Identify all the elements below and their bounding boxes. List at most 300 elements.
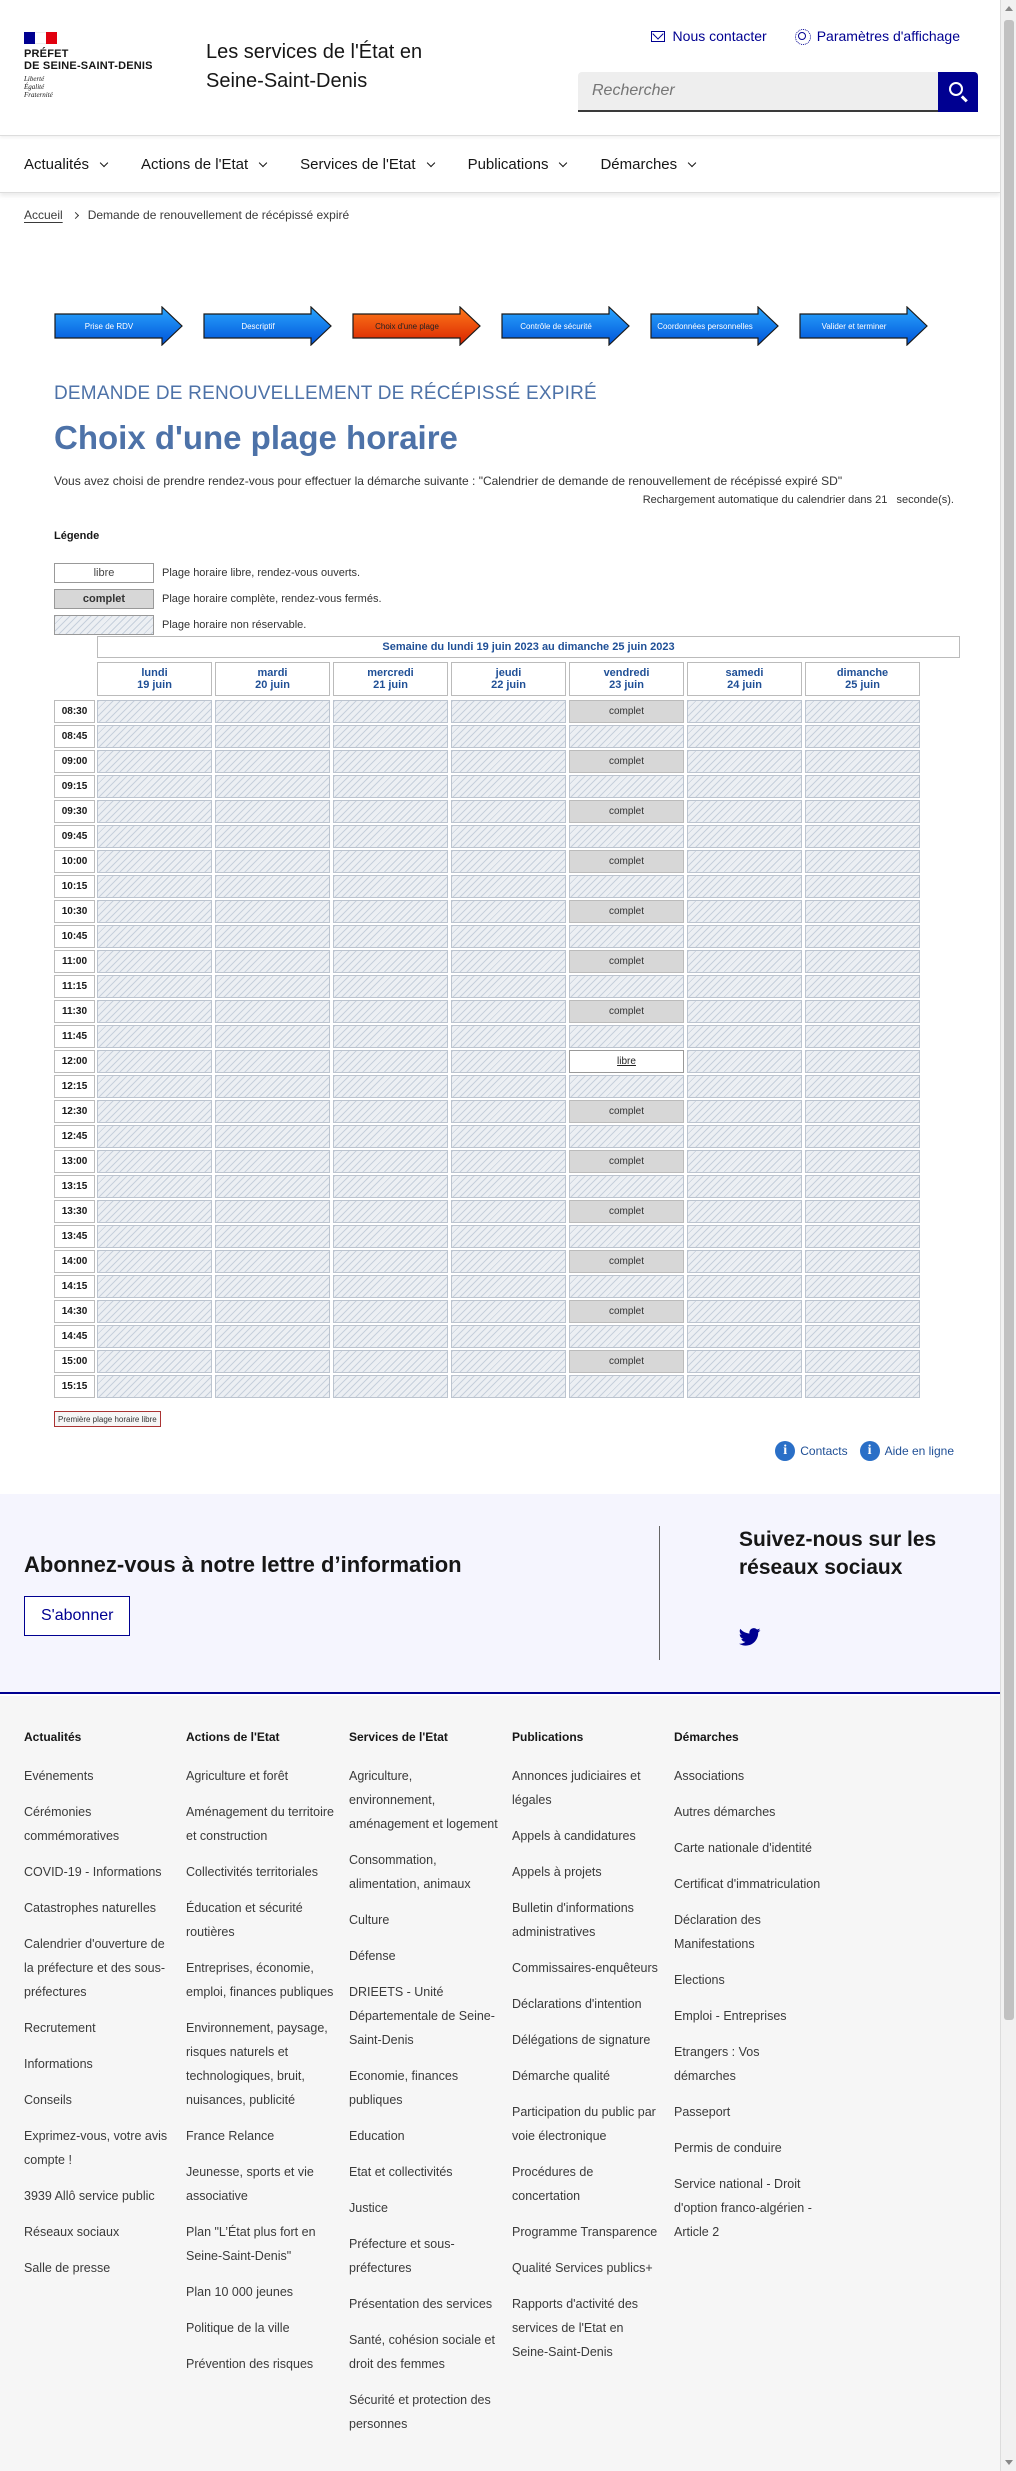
unavailable-slot: [333, 1200, 448, 1223]
unavailable-slot: [97, 1300, 212, 1323]
unavailable-slot: [451, 850, 566, 873]
full-slot: complet: [569, 900, 684, 923]
unavailable-slot: [97, 1025, 212, 1048]
time-label: 08:30: [54, 700, 95, 723]
reload-before: Rechargement automatique du calendrier dans: [642, 494, 873, 506]
legend-free: [54, 562, 382, 584]
subscribe-button[interactable]: S'abonner: [24, 1596, 130, 1636]
footer-link[interactable]: Aménagement du territoire et construction: [186, 1805, 334, 1843]
unavailable-slot: [215, 750, 330, 773]
unavailable-slot: [215, 1375, 330, 1398]
unavailable-slot: [805, 1350, 920, 1373]
unavailable-slot: [687, 750, 802, 773]
unavailable-slot: [333, 1025, 448, 1048]
day-header: [451, 662, 566, 696]
unavailable-slot: [333, 1225, 448, 1248]
motto-line-1: Liberté: [24, 75, 45, 83]
day-name: lundi: [141, 667, 168, 679]
footer-link[interactable]: Rapports d'activité des services de l'Etat en Seine-Saint-Denis: [512, 2297, 639, 2359]
full-slot: complet: [569, 1150, 684, 1173]
unavailable-slot: [451, 1100, 566, 1123]
time-label: 10:45: [54, 925, 95, 948]
step-label: Descriptif: [241, 321, 275, 331]
footer-link[interactable]: Programme Transparence: [512, 2225, 658, 2239]
unavailable-slot: [569, 875, 684, 898]
footer-link-list: [24, 1764, 174, 2280]
unavailable-slot: [569, 1325, 684, 1348]
legend: [54, 562, 382, 640]
contacts-link[interactable]: [775, 1441, 847, 1461]
unavailable-slot: [97, 1150, 212, 1173]
unavailable-slot: [687, 1350, 802, 1373]
search-bar: [578, 72, 978, 112]
unavailable-slot: [687, 1125, 802, 1148]
footer-column-title[interactable]: Publications: [512, 1730, 584, 1744]
day-header: [569, 662, 684, 696]
time-label: 13:15: [54, 1175, 95, 1198]
unavailable-slot: [805, 700, 920, 723]
time-label: 14:30: [54, 1300, 95, 1323]
unavailable-slot: [805, 975, 920, 998]
footer-link[interactable]: 3939 Allô service public: [24, 2189, 155, 2203]
footer-column: [512, 1730, 662, 2376]
nav-item-actualites[interactable]: [24, 137, 107, 192]
footer-link[interactable]: Recrutement: [24, 2021, 96, 2035]
footer-link[interactable]: Commissaires-enquêteurs: [512, 1961, 658, 1975]
reload-notice: [643, 494, 954, 506]
unavailable-slot: [97, 1100, 212, 1123]
legend-title: Légende: [54, 530, 100, 542]
unavailable-slot: [687, 900, 802, 923]
day-name: samedi: [725, 667, 764, 679]
footer-column-title[interactable]: Démarches: [674, 1730, 739, 1744]
time-label: 12:30: [54, 1100, 95, 1123]
step-label: Coordonnées personnelles: [657, 321, 753, 331]
footer-link[interactable]: Etrangers : Vos démarches: [674, 2045, 760, 2083]
footer-link[interactable]: France Relance: [186, 2129, 275, 2143]
unavailable-slot: [805, 1050, 920, 1073]
footer-link[interactable]: COVID-19 - Informations: [24, 1865, 162, 1879]
unavailable-slot: [569, 825, 684, 848]
unavailable-slot: [569, 1275, 684, 1298]
search-button[interactable]: [938, 72, 978, 112]
unavailable-slot: [451, 925, 566, 948]
unavailable-slot: [333, 875, 448, 898]
footer-link[interactable]: Bulletin d'informations administratives: [512, 1901, 634, 1939]
legend-none-text: Plage horaire non réservable.: [162, 619, 307, 631]
site-title[interactable]: Les services de l'État en Seine-Saint-Denis: [206, 41, 423, 92]
footer-link[interactable]: Calendrier d'ouverture de la préfecture et des sous-préfectures: [24, 1937, 166, 1999]
footer-link[interactable]: Permis de conduire: [674, 2141, 782, 2155]
footer-link[interactable]: Appels à candidatures: [512, 1829, 636, 1843]
footer-link[interactable]: Délégations de signature: [512, 2033, 651, 2047]
footer-link[interactable]: Défense: [349, 1949, 396, 1963]
nav-label: Actions de l'Etat: [141, 156, 249, 173]
newsletter-title: Abonnez-vous à notre lettre d’information: [24, 1552, 462, 1577]
full-slot: complet: [569, 1300, 684, 1323]
footer-link[interactable]: Salle de presse: [24, 2261, 111, 2275]
unavailable-slot: [97, 1200, 212, 1223]
nav-item-demarches[interactable]: [600, 137, 695, 192]
footer-link[interactable]: Annonces judiciaires et légales: [512, 1769, 641, 1807]
intro-text: Vous avez choisi de prendre rendez-vous pour effectuer la démarche suivante : "Calendrier de demande de renouvellement de récépissé expiré SD": [54, 474, 843, 488]
footer-link[interactable]: Jeunesse, sports et vie associative: [186, 2165, 314, 2203]
footer-link[interactable]: Participation du public par voie électronique: [512, 2105, 656, 2143]
unavailable-slot: [97, 775, 212, 798]
footer-link[interactable]: Catastrophes naturelles: [24, 1901, 157, 1915]
chevron-down-icon: [259, 158, 267, 166]
unavailable-slot: [569, 725, 684, 748]
unavailable-slot: [451, 700, 566, 723]
full-slot: complet: [569, 1000, 684, 1023]
footer-link[interactable]: Agriculture, environnement, aménagement et logement: [349, 1769, 498, 1831]
unavailable-slot: [97, 800, 212, 823]
unavailable-slot: [215, 1075, 330, 1098]
unavailable-slot: [215, 900, 330, 923]
unavailable-slot: [569, 975, 684, 998]
footer-link[interactable]: Éducation et sécurité routières: [186, 1901, 303, 1939]
footer-link[interactable]: Certificat d'immatriculation: [674, 1877, 821, 1891]
unavailable-slot: [569, 1075, 684, 1098]
unavailable-slot: [451, 1225, 566, 1248]
time-label: 09:00: [54, 750, 95, 773]
unavailable-slot: [687, 975, 802, 998]
unavailable-slot: [97, 1175, 212, 1198]
legend-full-box: complet: [54, 589, 154, 609]
legend-free-text: Plage horaire libre, rendez-vous ouverts.: [162, 567, 361, 579]
unavailable-slot: [215, 875, 330, 898]
unavailable-slot: [215, 950, 330, 973]
unavailable-slot: [687, 1325, 802, 1348]
unavailable-slot: [451, 950, 566, 973]
scrollbar-thumb[interactable]: [1004, 20, 1014, 2020]
footer-link[interactable]: Présentation des services: [349, 2297, 493, 2311]
unavailable-slot: [687, 950, 802, 973]
footer-link[interactable]: Associations: [674, 1769, 745, 1783]
page-scrollbar[interactable]: [1000, 0, 1016, 2471]
unavailable-slot: [333, 950, 448, 973]
unavailable-slot: [687, 1025, 802, 1048]
unavailable-slot: [215, 725, 330, 748]
day-date: 19 juin: [137, 679, 172, 691]
contact-link[interactable]: [651, 28, 767, 44]
unavailable-slot: [451, 975, 566, 998]
nav-item-actions[interactable]: [141, 137, 266, 192]
day-date: 25 juin: [845, 679, 880, 691]
day-date: 22 juin: [491, 679, 526, 691]
footer-link[interactable]: Autres démarches: [674, 1805, 776, 1819]
time-label: 13:00: [54, 1150, 95, 1173]
full-slot: complet: [569, 1100, 684, 1123]
day-header: [805, 662, 920, 696]
scroll-down-icon[interactable]: [1005, 2460, 1013, 2465]
footer-link[interactable]: Passeport: [674, 2105, 731, 2119]
footer-link[interactable]: Consommation, alimentation, animaux: [349, 1853, 471, 1891]
unavailable-slot: [805, 900, 920, 923]
unavailable-slot: [215, 1225, 330, 1248]
footer-link[interactable]: Préfecture et sous-préfectures: [349, 2237, 455, 2275]
footer-link[interactable]: Environnement, paysage, risques naturels et technologiques, bruit, nuisances, publicité: [186, 2021, 328, 2107]
logo-line-1: PRÉFET: [24, 48, 69, 60]
motto-line-2: Égalité: [24, 83, 45, 91]
unavailable-slot: [97, 875, 212, 898]
search-icon: [949, 82, 963, 96]
time-label: 12:00: [54, 1050, 95, 1073]
unavailable-slot: [333, 900, 448, 923]
footer-link[interactable]: Etat et collectivités: [349, 2165, 453, 2179]
unavailable-slot: [451, 1250, 566, 1273]
footer-link[interactable]: Plan 10 000 jeunes: [186, 2285, 294, 2299]
unavailable-slot: [215, 1025, 330, 1048]
footer-link[interactable]: Santé, cohésion sociale et droit des femmes: [349, 2333, 495, 2371]
display-settings-icon: [795, 29, 809, 43]
footer-link[interactable]: Procédures de concertation: [512, 2165, 594, 2203]
unavailable-slot: [451, 1050, 566, 1073]
unavailable-slot: [805, 1200, 920, 1223]
footer-link-list: [349, 1764, 499, 2436]
time-label: 10:15: [54, 875, 95, 898]
nav-label: Publications: [467, 156, 549, 173]
nav-label: Services de l'Etat: [300, 156, 416, 173]
unavailable-slot: [333, 800, 448, 823]
unavailable-slot: [333, 1300, 448, 1323]
time-label: 11:30: [54, 1000, 95, 1023]
time-label: 15:15: [54, 1375, 95, 1398]
unavailable-slot: [97, 700, 212, 723]
unavailable-slot: [451, 900, 566, 923]
unavailable-slot: [805, 1275, 920, 1298]
footer-link[interactable]: Education: [349, 2129, 405, 2143]
footer-link[interactable]: Service national - Droit d'option franco-algérien - Article 2: [674, 2177, 812, 2239]
step-label: Choix d'une plage: [375, 321, 439, 331]
mail-icon: [651, 31, 665, 42]
site-header: [0, 0, 1000, 136]
time-label: 14:45: [54, 1325, 95, 1348]
unavailable-slot: [333, 1250, 448, 1273]
footer-column-title[interactable]: Actions de l'Etat: [186, 1730, 280, 1744]
full-slot: complet: [569, 1350, 684, 1373]
unavailable-slot: [569, 1175, 684, 1198]
footer-link[interactable]: Sécurité et protection des personnes: [349, 2393, 491, 2431]
footer-link[interactable]: Emploi - Entreprises: [674, 2009, 787, 2023]
step-label: Prise de RDV: [84, 321, 134, 331]
footer-link[interactable]: Economie, finances publiques: [349, 2069, 459, 2107]
unavailable-slot: [333, 850, 448, 873]
step-label: Contrôle de sécurité: [520, 321, 592, 331]
unavailable-slot: [451, 1025, 566, 1048]
unavailable-slot: [451, 725, 566, 748]
unavailable-slot: [333, 1375, 448, 1398]
unavailable-slot: [805, 1175, 920, 1198]
footer-column: [186, 1730, 336, 2388]
free-slot[interactable]: libre: [569, 1050, 684, 1073]
unavailable-slot: [451, 800, 566, 823]
time-label: 09:30: [54, 800, 95, 823]
footer-link[interactable]: Carte nationale d'identité: [674, 1841, 812, 1855]
unavailable-slot: [215, 850, 330, 873]
footer-link[interactable]: Plan "L’État plus fort en Seine-Saint-Denis": [186, 2225, 316, 2263]
unavailable-slot: [333, 1175, 448, 1198]
first-free-slot-button[interactable]: Première plage horaire libre: [54, 1411, 161, 1427]
unavailable-slot: [805, 775, 920, 798]
unavailable-slot: [97, 1325, 212, 1348]
chevron-down-icon: [559, 158, 567, 166]
unavailable-slot: [451, 1150, 566, 1173]
unavailable-slot: [97, 1000, 212, 1023]
footer-link[interactable]: Prévention des risques: [186, 2357, 314, 2371]
day-name: vendredi: [603, 667, 650, 679]
chevron-down-icon: [426, 158, 434, 166]
display-settings-label: Paramètres d'affichage: [816, 28, 960, 44]
unavailable-slot: [333, 1075, 448, 1098]
footer-link[interactable]: Qualité Services publics+: [512, 2261, 653, 2275]
social-title: Suivez-nous sur les réseaux sociaux: [739, 1528, 937, 1579]
full-slot: complet: [569, 1250, 684, 1273]
online-help-link[interactable]: [860, 1441, 954, 1461]
legend-none: [54, 614, 382, 636]
time-label: 09:45: [54, 825, 95, 848]
legend-none-box: [54, 615, 154, 635]
site-footer: [0, 1696, 1000, 2471]
unavailable-slot: [215, 1200, 330, 1223]
unavailable-slot: [97, 725, 212, 748]
full-slot: complet: [569, 800, 684, 823]
footer-link[interactable]: Démarche qualité: [512, 2069, 610, 2083]
unavailable-slot: [805, 1025, 920, 1048]
footer-column: [24, 1730, 174, 2292]
footer-column-title[interactable]: Services de l'Etat: [349, 1730, 448, 1744]
unavailable-slot: [215, 1325, 330, 1348]
chevron-down-icon: [688, 158, 696, 166]
unavailable-slot: [215, 975, 330, 998]
unavailable-slot: [805, 1125, 920, 1148]
online-help-label: Aide en ligne: [884, 1444, 954, 1458]
unavailable-slot: [215, 1150, 330, 1173]
footer-link[interactable]: Déclarations d'intention: [512, 1997, 642, 2011]
unavailable-slot: [687, 1275, 802, 1298]
unavailable-slot: [451, 1200, 566, 1223]
display-settings-link[interactable]: [795, 28, 960, 44]
search-input[interactable]: [578, 72, 938, 112]
unavailable-slot: [215, 1100, 330, 1123]
footer-link[interactable]: Informations: [24, 2057, 93, 2071]
unavailable-slot: [687, 1250, 802, 1273]
unavailable-slot: [333, 1000, 448, 1023]
footer-link[interactable]: Collectivités territoriales: [186, 1865, 318, 1879]
footer-link[interactable]: Agriculture et forêt: [186, 1769, 289, 1783]
time-label: 14:00: [54, 1250, 95, 1273]
footer-link[interactable]: Réseaux sociaux: [24, 2225, 120, 2239]
header-tools: [651, 28, 960, 44]
unavailable-slot: [97, 900, 212, 923]
scroll-up-icon[interactable]: [1005, 6, 1013, 11]
nav-label: Démarches: [600, 156, 678, 173]
footer-link[interactable]: Déclaration des Manifestations: [674, 1913, 761, 1951]
breadcrumb-current: Demande de renouvellement de récépissé expiré: [87, 208, 350, 222]
unavailable-slot: [687, 725, 802, 748]
prefet-logo[interactable]: [24, 32, 174, 99]
time-label: 12:15: [54, 1075, 95, 1098]
time-label: 13:30: [54, 1200, 95, 1223]
footer-link-list: [186, 1764, 336, 2376]
help-links: [775, 1441, 954, 1461]
full-slot: complet: [569, 850, 684, 873]
day-header: [215, 662, 330, 696]
reload-after: seconde(s).: [896, 494, 954, 506]
unavailable-slot: [215, 1050, 330, 1073]
unavailable-slot: [687, 1300, 802, 1323]
unavailable-slot: [333, 1150, 448, 1173]
unavailable-slot: [569, 925, 684, 948]
footer-link[interactable]: Cérémonies commémoratives: [24, 1805, 120, 1843]
footer-link[interactable]: Evénements: [24, 1769, 94, 1783]
unavailable-slot: [451, 750, 566, 773]
info-icon: i: [775, 1441, 795, 1461]
unavailable-slot: [451, 775, 566, 798]
nav-item-services[interactable]: [300, 137, 433, 192]
time-label: 11:45: [54, 1025, 95, 1048]
unavailable-slot: [97, 1250, 212, 1273]
footer-column: [674, 1730, 824, 2256]
twitter-icon[interactable]: [739, 1628, 761, 1646]
unavailable-slot: [333, 1325, 448, 1348]
unavailable-slot: [333, 825, 448, 848]
day-date: 24 juin: [727, 679, 762, 691]
footer-link[interactable]: Appels à projets: [512, 1865, 602, 1879]
nav-item-publications[interactable]: [468, 137, 567, 192]
footer-link[interactable]: Culture: [349, 1913, 390, 1927]
unavailable-slot: [805, 1075, 920, 1098]
unavailable-slot: [805, 1300, 920, 1323]
unavailable-slot: [333, 1350, 448, 1373]
footer-link[interactable]: Justice: [349, 2201, 388, 2215]
footer-link[interactable]: Exprimez-vous, votre avis compte !: [24, 2129, 168, 2167]
unavailable-slot: [451, 1275, 566, 1298]
unavailable-slot: [451, 875, 566, 898]
progress-steps: [54, 306, 934, 346]
unavailable-slot: [805, 1100, 920, 1123]
breadcrumb-home[interactable]: Accueil: [24, 208, 63, 222]
unavailable-slot: [687, 1100, 802, 1123]
unavailable-slot: [215, 1000, 330, 1023]
footer-link[interactable]: Conseils: [24, 2093, 72, 2107]
footer-link[interactable]: DRIEETS - Unité Départementale de Seine-Saint-Denis: [349, 1985, 495, 2047]
motto: [24, 75, 174, 99]
footer-link[interactable]: Politique de la ville: [186, 2321, 290, 2335]
unavailable-slot: [333, 725, 448, 748]
footer-link[interactable]: Elections: [674, 1973, 725, 1987]
unavailable-slot: [97, 850, 212, 873]
section-divider: [659, 1526, 660, 1660]
newsletter-section: [0, 1494, 1000, 1694]
time-label: 11:00: [54, 950, 95, 973]
day-header: [687, 662, 802, 696]
footer-column-title[interactable]: Actualités: [24, 1730, 82, 1744]
day-name: dimanche: [836, 667, 889, 679]
unavailable-slot: [687, 850, 802, 873]
footer-link[interactable]: Entreprises, économie, emploi, finances publiques: [186, 1961, 334, 1999]
contacts-label: Contacts: [800, 1444, 848, 1458]
unavailable-slot: [687, 925, 802, 948]
unavailable-slot: [687, 1375, 802, 1398]
unavailable-slot: [805, 750, 920, 773]
french-flag-icon: [24, 32, 57, 44]
unavailable-slot: [451, 1375, 566, 1398]
time-label: 08:45: [54, 725, 95, 748]
full-slot: complet: [569, 700, 684, 723]
week-title: Semaine du lundi 19 juin 2023 au dimanche 25 juin 2023: [97, 636, 960, 658]
day-date: 21 juin: [373, 679, 408, 691]
